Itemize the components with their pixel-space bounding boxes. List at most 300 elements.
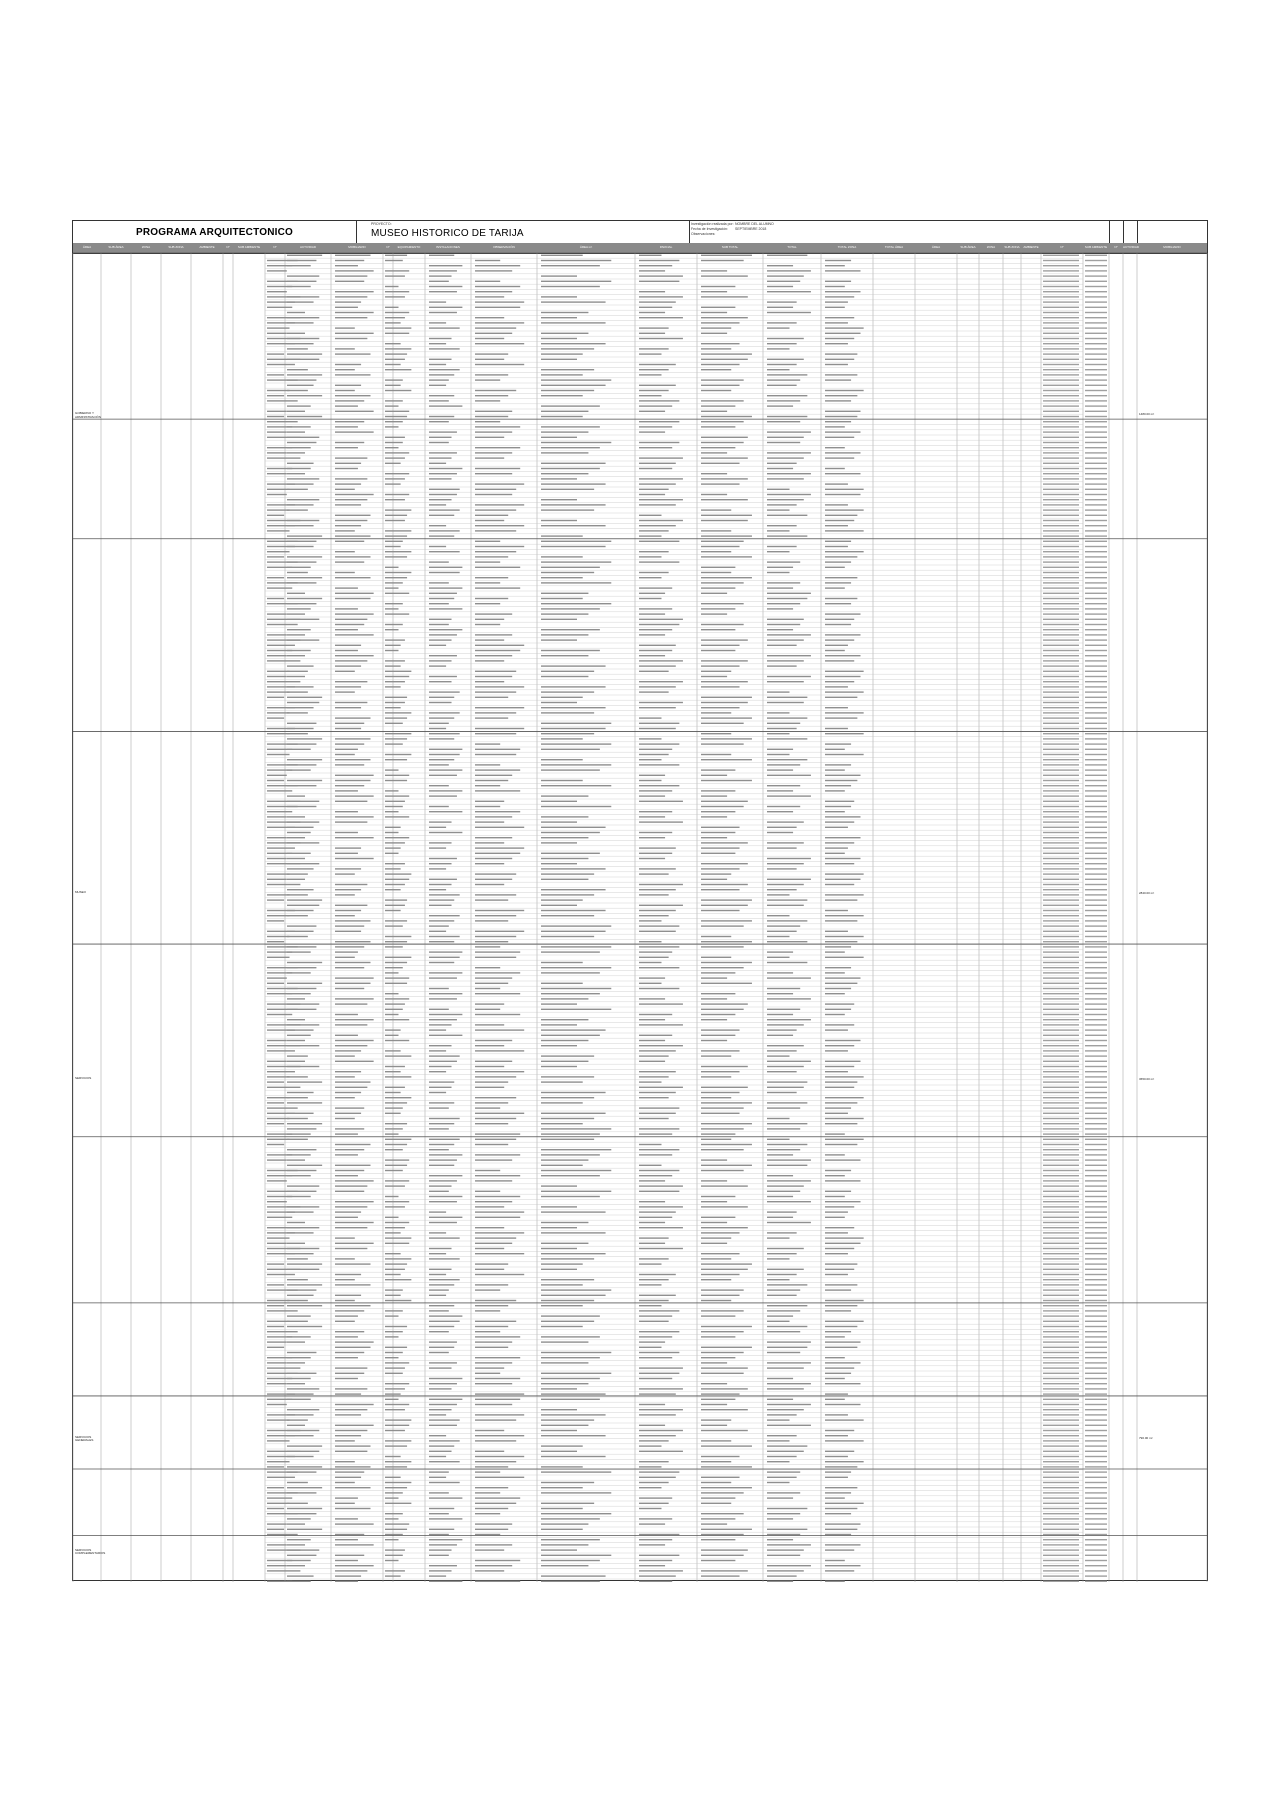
cell-text <box>701 603 744 604</box>
cell-number <box>1043 468 1079 469</box>
cell-number <box>1085 910 1107 911</box>
cell-text <box>639 650 672 651</box>
cell-number <box>1043 650 1079 651</box>
cell-number <box>1085 853 1107 854</box>
cell-text <box>287 905 319 906</box>
cell-text <box>267 473 287 474</box>
cell-number <box>1085 1497 1107 1498</box>
cell-text <box>287 967 316 968</box>
cell-text <box>825 1378 845 1379</box>
cell-number <box>1043 1445 1079 1446</box>
cell-text <box>639 738 662 739</box>
cell-text <box>385 411 409 412</box>
header-box <box>1137 221 1210 243</box>
cell-text <box>825 1560 845 1561</box>
cell-text <box>429 1024 452 1025</box>
cell-text <box>767 421 800 422</box>
cell-text <box>429 322 446 323</box>
cell-number <box>1085 1435 1107 1436</box>
cell-text <box>639 1191 679 1192</box>
cell-text <box>701 1128 744 1129</box>
cell-text <box>429 265 462 266</box>
cell-text <box>767 546 797 547</box>
cell-number <box>1085 1289 1107 1290</box>
column-header: SUB TOTAL <box>721 245 739 249</box>
cell-text <box>287 442 316 443</box>
cell-text <box>335 1373 364 1374</box>
cell-text <box>335 494 374 495</box>
cell-text <box>267 1050 295 1051</box>
cell-text <box>475 582 500 583</box>
cell-text <box>287 1211 314 1212</box>
cell-text <box>335 1445 371 1446</box>
cell-number <box>1043 1217 1079 1218</box>
cell-text <box>475 322 524 323</box>
cell-text <box>287 1232 314 1233</box>
cell-number <box>1043 587 1079 588</box>
cell-number <box>1085 832 1107 833</box>
cell-text <box>385 1227 405 1228</box>
cell-text <box>429 530 460 531</box>
cell-number <box>1085 993 1107 994</box>
cell-number <box>1043 1191 1079 1192</box>
cell-text <box>767 1419 790 1420</box>
cell-text <box>287 733 308 734</box>
cell-number <box>1043 265 1079 266</box>
cell-text <box>335 665 361 666</box>
cell-text <box>825 1471 851 1472</box>
cell-text <box>541 1565 588 1566</box>
cell-number <box>1043 842 1079 843</box>
cell-text <box>825 489 864 490</box>
cell-text <box>335 1581 358 1582</box>
cell-text <box>701 1076 731 1077</box>
cell-text <box>429 1185 452 1186</box>
cell-text <box>287 1227 319 1228</box>
cell-text <box>639 468 672 469</box>
cell-text <box>825 1399 845 1400</box>
cell-text <box>701 400 744 401</box>
cell-number <box>1085 312 1107 313</box>
cell-text <box>475 291 512 292</box>
cell-text <box>701 1539 735 1540</box>
cell-number <box>1043 941 1079 942</box>
cell-text <box>639 275 683 276</box>
cell-text <box>767 1367 804 1368</box>
cell-text <box>429 868 446 869</box>
cell-text <box>385 385 401 386</box>
cell-text <box>335 1461 355 1462</box>
cell-number <box>1085 1529 1107 1530</box>
cell-text <box>429 920 454 921</box>
cell-text <box>429 931 446 932</box>
cell-text <box>825 775 861 776</box>
cell-text <box>701 769 735 770</box>
cell-number <box>1085 1456 1107 1457</box>
cell-text <box>335 281 364 282</box>
cell-text <box>701 879 727 880</box>
cell-text <box>767 1383 811 1384</box>
cell-text <box>385 359 405 360</box>
cell-text <box>475 1050 524 1051</box>
cell-text <box>287 483 314 484</box>
column-header: SUB ZONA <box>168 245 184 249</box>
cell-text <box>825 957 864 958</box>
cell-number <box>1043 390 1079 391</box>
cell-text <box>335 1274 361 1275</box>
cell-text <box>287 447 311 448</box>
cell-text <box>541 1414 606 1415</box>
column-header: N° <box>1060 245 1064 249</box>
cell-text <box>639 348 669 349</box>
cell-text <box>385 1461 411 1462</box>
cell-text <box>429 1425 457 1426</box>
cell-text <box>767 1570 804 1571</box>
cell-text <box>385 775 409 776</box>
cell-text <box>541 749 600 750</box>
cell-text <box>767 811 793 812</box>
cell-text <box>475 858 512 859</box>
cell-text <box>639 281 679 282</box>
cell-text <box>767 1014 793 1015</box>
cell-text <box>335 1113 361 1114</box>
cell-text <box>267 634 287 635</box>
cell-text <box>825 884 854 885</box>
cell-text <box>287 1544 305 1545</box>
cell-number <box>1085 390 1107 391</box>
cell-text <box>287 1076 308 1077</box>
cell-text <box>541 296 577 297</box>
cell-text <box>429 962 454 963</box>
cell-text <box>639 1482 669 1483</box>
cell-text <box>701 1097 731 1098</box>
cell-text <box>701 1139 731 1140</box>
cell-text <box>267 660 300 661</box>
cell-text <box>825 863 854 864</box>
cell-text <box>429 291 457 292</box>
cell-text <box>385 400 403 401</box>
cell-text <box>639 1451 683 1452</box>
cell-text <box>825 899 857 900</box>
cell-text <box>287 853 311 854</box>
cell-number <box>1085 905 1107 906</box>
cell-text <box>475 1336 520 1337</box>
cell-text <box>335 411 374 412</box>
cell-text <box>475 1227 504 1228</box>
cell-text <box>335 629 358 630</box>
cell-text <box>385 348 411 349</box>
cell-text <box>287 1289 316 1290</box>
cell-text <box>639 1149 679 1150</box>
cell-text <box>335 1471 364 1472</box>
cell-text <box>287 1321 308 1322</box>
cell-text <box>541 1159 588 1160</box>
cell-text <box>639 270 665 271</box>
cell-text <box>287 863 319 864</box>
cell-text <box>335 525 361 526</box>
cell-text <box>701 723 744 724</box>
cell-text <box>287 728 314 729</box>
cell-text <box>701 1019 727 1020</box>
cell-text <box>335 801 367 802</box>
cell-text <box>639 1570 683 1571</box>
cell-text <box>429 1222 457 1223</box>
cell-text <box>639 1466 662 1467</box>
cell-number <box>1085 1274 1107 1275</box>
cell-number <box>1043 1367 1079 1368</box>
cell-text <box>767 561 800 562</box>
cell-text <box>287 785 316 786</box>
cell-number <box>1085 483 1107 484</box>
cell-text <box>475 1243 512 1244</box>
cell-number <box>1043 1575 1079 1576</box>
cell-text <box>825 1523 861 1524</box>
cell-text <box>639 1201 665 1202</box>
cell-number <box>1085 1581 1107 1582</box>
cell-text <box>541 889 606 890</box>
cell-number <box>1043 910 1079 911</box>
cell-text <box>429 405 462 406</box>
cell-text <box>335 884 367 885</box>
cell-text <box>267 1331 298 1332</box>
cell-text <box>701 452 727 453</box>
cell-number <box>1085 327 1107 328</box>
cell-text <box>475 1487 508 1488</box>
cell-number <box>1043 889 1079 890</box>
cell-text <box>541 1284 583 1285</box>
cell-text <box>825 291 861 292</box>
cell-text <box>335 1321 355 1322</box>
cell-text <box>267 717 284 718</box>
cell-text <box>287 983 322 984</box>
cell-number <box>1043 847 1079 848</box>
cell-text <box>639 1076 669 1077</box>
cell-text <box>267 811 292 812</box>
cell-text <box>475 473 512 474</box>
cell-text <box>767 655 811 656</box>
cell-text <box>335 1217 358 1218</box>
cell-text <box>475 863 504 864</box>
cell-text <box>541 801 577 802</box>
cell-number <box>1043 702 1079 703</box>
cell-text <box>767 379 800 380</box>
cell-text <box>825 634 861 635</box>
cell-text <box>541 816 588 817</box>
cell-number <box>1085 1066 1107 1067</box>
cell-text <box>385 983 407 984</box>
cell-text <box>541 1341 588 1342</box>
column-header: ZONA <box>141 245 151 249</box>
cell-text <box>767 1258 790 1259</box>
cell-text <box>767 832 793 833</box>
cell-text <box>335 1061 374 1062</box>
cell-text <box>429 1149 449 1150</box>
cell-text <box>767 1289 800 1290</box>
cell-number <box>1043 1581 1079 1582</box>
cell-text <box>541 1362 588 1363</box>
column-header: TOTAL <box>787 245 797 249</box>
cell-text <box>287 931 314 932</box>
cell-text <box>335 572 355 573</box>
column-header: SUB AMBIENTE <box>237 245 261 249</box>
cell-text <box>475 983 508 984</box>
cell-number <box>1043 457 1079 458</box>
cell-text <box>767 1404 811 1405</box>
cell-text <box>767 993 793 994</box>
cell-number <box>1043 478 1079 479</box>
cell-text <box>767 1274 797 1275</box>
cell-number <box>1043 665 1079 666</box>
cell-number <box>1085 915 1107 916</box>
cell-text <box>335 1497 358 1498</box>
cell-text <box>767 1461 790 1462</box>
cell-text <box>767 868 797 869</box>
cell-text <box>267 1274 295 1275</box>
cell-text <box>475 1133 520 1134</box>
cell-text <box>429 728 446 729</box>
cell-text <box>639 390 669 391</box>
cell-text <box>335 1045 367 1046</box>
cell-text <box>385 478 405 479</box>
cell-text <box>825 567 845 568</box>
cell-text <box>267 894 290 895</box>
cell-text <box>541 1253 606 1254</box>
cell-text <box>385 1009 403 1010</box>
cell-text <box>701 255 752 256</box>
cell-text <box>429 905 452 906</box>
cell-text <box>701 1492 744 1493</box>
cell-text <box>287 998 305 999</box>
cell-text <box>639 385 676 386</box>
cell-text <box>639 1128 679 1129</box>
meta-label: Observaciones: <box>691 232 716 236</box>
cell-text <box>701 1003 748 1004</box>
cell-text <box>767 717 807 718</box>
cell-text <box>385 426 399 427</box>
cell-text <box>767 312 811 313</box>
cell-number <box>1085 1471 1107 1472</box>
cell-text <box>639 847 676 848</box>
cell-text <box>335 847 361 848</box>
cell-text <box>639 780 662 781</box>
column-header: SUB ÁREA <box>960 245 976 249</box>
cell-text <box>287 489 308 490</box>
cell-text <box>825 286 845 287</box>
cell-text <box>335 1035 358 1036</box>
cell-text <box>701 1326 752 1327</box>
cell-text <box>475 931 524 932</box>
cell-text <box>267 1362 287 1363</box>
cell-text <box>701 270 727 271</box>
cell-text <box>475 1357 520 1358</box>
cell-text <box>287 509 308 510</box>
cell-text <box>541 1378 600 1379</box>
cell-text <box>541 468 600 469</box>
cell-text <box>825 1154 845 1155</box>
cell-text <box>639 504 676 505</box>
cell-text <box>767 1029 797 1030</box>
cell-text <box>385 1399 399 1400</box>
cell-text <box>475 697 508 698</box>
cell-text <box>385 1206 405 1207</box>
cell-text <box>429 676 457 677</box>
cell-text <box>767 473 811 474</box>
cell-text <box>287 1305 322 1306</box>
cell-text <box>825 1362 861 1363</box>
cell-text <box>287 894 308 895</box>
cell-text <box>287 541 316 542</box>
cell-text <box>701 359 748 360</box>
cell-number <box>1085 1388 1107 1389</box>
cell-number <box>1085 1253 1107 1254</box>
cell-text <box>267 977 287 978</box>
cell-text <box>639 728 676 729</box>
cell-text <box>475 390 516 391</box>
cell-number <box>1085 1373 1107 1374</box>
cell-text <box>767 1066 804 1067</box>
cell-text <box>767 369 790 370</box>
cell-text <box>701 775 727 776</box>
cell-text <box>287 749 311 750</box>
cell-text <box>429 941 454 942</box>
cell-text <box>385 312 409 313</box>
cell-text <box>767 977 811 978</box>
project-name: MUSEO HISTORICO DE TARIJA <box>371 228 524 239</box>
cell-text <box>287 993 311 994</box>
cell-text <box>541 873 594 874</box>
cell-text <box>541 1508 583 1509</box>
cell-text <box>287 723 316 724</box>
cell-number <box>1043 853 1079 854</box>
cell-text <box>335 1336 358 1337</box>
cell-text <box>767 1009 800 1010</box>
cell-text <box>541 613 588 614</box>
cell-text <box>701 1419 731 1420</box>
cell-text <box>825 1076 864 1077</box>
cell-text <box>429 587 462 588</box>
cell-text <box>767 1071 797 1072</box>
cell-text <box>541 1326 583 1327</box>
cell-text <box>335 821 367 822</box>
cell-text <box>287 1154 311 1155</box>
cell-text <box>541 478 577 479</box>
cell-text <box>335 1237 355 1238</box>
cell-text <box>287 707 314 708</box>
cell-text <box>475 1492 500 1493</box>
cell-text <box>385 899 407 900</box>
cell-text <box>825 1503 864 1504</box>
cell-text <box>825 972 845 973</box>
cell-text <box>287 1357 311 1358</box>
cell-text <box>475 504 524 505</box>
cell-text <box>267 1383 287 1384</box>
cell-number <box>1085 624 1107 625</box>
cell-number <box>1043 1050 1079 1051</box>
cell-text <box>639 1165 662 1166</box>
cell-text <box>639 671 669 672</box>
cell-text <box>701 1295 740 1296</box>
cell-text <box>335 541 364 542</box>
cell-text <box>385 556 407 557</box>
cell-text <box>475 1196 520 1197</box>
cell-number <box>1043 1222 1079 1223</box>
column-header: ZONA <box>986 245 996 249</box>
cell-text <box>639 1414 676 1415</box>
cell-text <box>429 769 462 770</box>
cell-text <box>767 1544 811 1545</box>
cell-text <box>429 712 460 713</box>
cell-text <box>335 785 364 786</box>
